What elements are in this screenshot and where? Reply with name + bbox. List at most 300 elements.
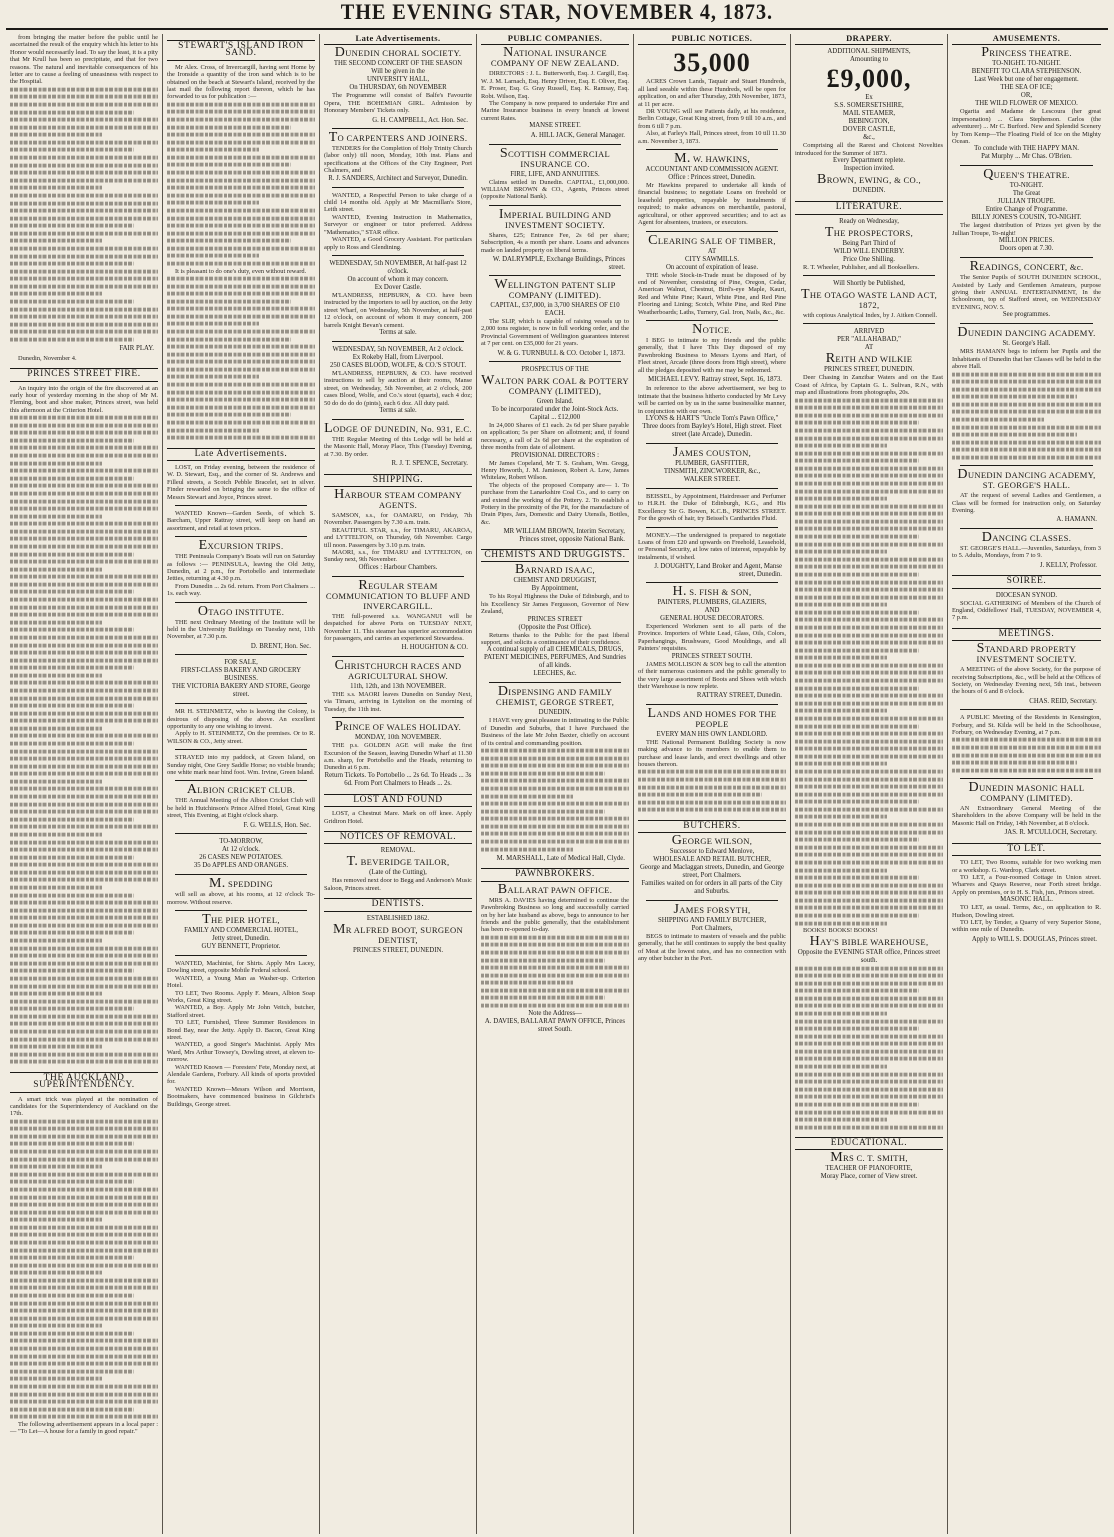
advertisement-line: FIRE, LIFE, AND ANNUITIES. bbox=[510, 170, 600, 178]
advertisement-line: Ex Rokeby Hall, from Liverpool. bbox=[352, 353, 444, 361]
paragraph: WANTED, a Boy. Apply Mr John Veitch, butcher, Stafford street. bbox=[167, 1004, 315, 1019]
advertisement-line: A continual supply of all CHEMICALS, DRUGS, PATENT MEDICINES, PERFUMES, And Sundries of all kinds. bbox=[483, 646, 626, 670]
paragraph: Claims settled in Dunedin. CAPITAL, £1,000,000. WILLIAM BROWN & CO., Agents, Princes street (opposite National Bank). bbox=[481, 178, 629, 201]
advertisement-line: OR, bbox=[1020, 92, 1033, 100]
paragraph: WANTED, Machinist, for Shirts. Apply Mrs Lacey, Dowling street, opposite Mobile Federal school. bbox=[167, 959, 315, 975]
advertisement-line: PROSPECTUS OF THE bbox=[521, 365, 589, 373]
paragraph: LOST, a Chestnut Mare. Mark on off knee. Apply Gridiron Hotel. bbox=[324, 810, 472, 825]
advertisement-line: To conclude with THE HAPPY MAN. bbox=[974, 145, 1079, 153]
column-heading: DRAPERY. bbox=[795, 34, 943, 45]
advertisement-line: Opposite the EVENING STAR office, Princes street south. bbox=[797, 948, 941, 964]
signature-line: MICHAEL LEVY. Rattray street, Sept. 16, 1873. bbox=[648, 375, 782, 383]
divider bbox=[489, 205, 621, 206]
advertisement-line: WHOLESALE AND RETAIL BUTCHER, bbox=[653, 856, 771, 864]
divider bbox=[175, 654, 307, 655]
paragraph: Mr Alex. Cross, of Invercargill, having sent Home by the Ironside a quantity of the iron sand which is to be obtained on the beach at Stewart's Island, received by the last mail the following report thereon, which he has forwarded to us for publication :— bbox=[167, 63, 315, 101]
advertisement-line: MANSE STREET. bbox=[529, 122, 581, 130]
advertisement-line: (Opposite the Post Office). bbox=[518, 623, 592, 631]
paragraph: Experienced Workmen sent to all parts of the Province. Importers of White Lead, Glass, Oils, Colors, Paperhangings, Brushware, Good Mouldings, and all Painters' requisites. bbox=[638, 623, 786, 653]
advertisement-heading: THE OTAGO WASTE LAND ACT, 1872, bbox=[800, 287, 938, 311]
paragraph: TO LET, Two Rooms, suitable for two working men or a workshop. G. Wardrop, Clark street. bbox=[952, 859, 1101, 874]
advertisement-line: See programmes. bbox=[1002, 311, 1051, 319]
paragraph: WANTED, Evening Instruction in Mathematics, Surveyor or engineer or tutor preferred. Address "Mathematics," STAR office. bbox=[324, 213, 472, 236]
advertisement-heading: DISPENSING AND FAMILY CHEMIST, GEORGE STREET, bbox=[495, 684, 615, 708]
signature-line: J. KELLY, Professor. bbox=[1039, 561, 1097, 569]
divider bbox=[332, 576, 464, 577]
advertisement-heading: CLEARING SALE OF TIMBER, bbox=[648, 232, 776, 248]
text-block bbox=[10, 414, 158, 1066]
advertisement-line: By Appointment, bbox=[531, 585, 579, 593]
divider bbox=[646, 149, 778, 150]
divider bbox=[803, 275, 935, 276]
advertisement-line: CITY SAWMILLS. bbox=[685, 255, 739, 263]
advertisement-heading: DUNEDIN CHORAL SOCIETY. bbox=[334, 45, 462, 61]
paragraph: JAMES MOLLISON & SON beg to call the attention of their numerous customers and the public generally to the very large assortment of Boots and Shoes with which their Warehouse is now replete. bbox=[638, 660, 786, 690]
paragraph: In 24,000 Shares of £1 each. 2s 6d per Share payable on application; 5s per Share on allotment; and, if found necessary, a call of 2s 6d per share at the expiration of three months from date of allotment. bbox=[481, 421, 629, 452]
divider bbox=[332, 341, 464, 342]
advertisement-line: PLUMBER, GASFITTER, bbox=[675, 460, 749, 467]
advertisement-line: THE SEA OF ICE; bbox=[1000, 84, 1053, 92]
divider bbox=[175, 874, 307, 875]
divider bbox=[646, 527, 778, 528]
paragraph: Deer Chasing in Zanzibar Waters and on the East Coast of Africa, by Captain G. L. Sulivan, R.N., with map and illustrations from photographs, 20s. bbox=[795, 374, 943, 397]
advertisement-line: GENERAL HOUSE DECORATORS. bbox=[660, 615, 764, 623]
column-3 bbox=[320, 34, 477, 1534]
paragraph: MAORI, s.s., for TIMARU and LYTTELTON, on Sunday next, 9th November. bbox=[324, 549, 472, 564]
text-block bbox=[167, 275, 315, 442]
advertisement-line: ESTABLISHED 1862. bbox=[366, 914, 430, 922]
divider bbox=[960, 709, 1093, 710]
advertisement-line: Ex Dover Castle. bbox=[374, 283, 422, 291]
advertisement-line: LEECHES, &c. bbox=[533, 670, 577, 678]
advertisement-line: AND bbox=[704, 607, 720, 615]
advertisement-line: George and Maclaggan streets, Dunedin, and George street, Port Chalmers. bbox=[640, 864, 784, 880]
divider bbox=[646, 231, 778, 232]
paragraph: MRS A. DAVIES having determined to continue the Pawnbroking Business so long and successfully carried on by her late husband as above, begs to announce to her friends and the public generally, that the establishment has been re-opened to-day. bbox=[481, 896, 629, 934]
paragraph: MR H. STEINMETZ, who is leaving the Colony, is desirous of disposing of the above. An excellent opportunity to any one wishing to invest. bbox=[167, 708, 315, 731]
paragraph: A smart trick was played at the nomination of candidates for the Superintendency of Auckland on the 17th. bbox=[10, 1095, 158, 1118]
divider bbox=[332, 255, 464, 256]
paragraph: THE s.s. MAORI leaves Dunedin on Sunday Next, via Timaru, arriving in Lyttelton on the morning of Tuesday, the 11th inst. bbox=[324, 690, 472, 713]
section-heading: DENTISTS. bbox=[324, 898, 472, 911]
advertisement-line: Terms at sale. bbox=[379, 328, 417, 336]
advertisement-line: DOVER CASTLE, bbox=[842, 126, 896, 134]
divider bbox=[646, 900, 778, 901]
signature-line: R. J. T. SPENCE, Secretary. bbox=[391, 460, 468, 468]
paragraph: The SLIP, which is capable of raising vessels up to 2,000 tons register, is now in full working order, and the Provincial Government of Wellington guarantees interest at 7 per cent. on £35,000 for 21 years. bbox=[481, 317, 629, 348]
paragraph: THE Annual Meeting of the Albion Cricket Club will be held in Hutchinson's Prince Alfred Hotel, Great King street, This Evening, at Eight o'clock sharp. bbox=[167, 797, 315, 820]
paragraph: Apply to H. STEINMETZ, On the premises. Or to R. WILSON & CO., Jetty street. bbox=[167, 730, 315, 745]
divider bbox=[960, 528, 1093, 529]
advertisement-line: PAINTERS, PLUMBERS, GLAZIERS, bbox=[657, 599, 767, 607]
advertisement-line: Jetty street, Dunedin. bbox=[212, 934, 270, 942]
paragraph: STRAYED into my paddock, at Green Island, on Sunday night, One Grey Saddle Horse; no visible brands; one white mark near hind foot. Wm. Irvine, Green Island. bbox=[167, 754, 315, 777]
advertisement-line: WILD WILL ENDERBY. bbox=[833, 247, 905, 255]
paragraph: BEGS to intimate to masters of vessels and the public generally, that he still continues to supply the best quality of Meat at the lowest rates, and has no connection with any other butcher in the Port. bbox=[638, 933, 786, 963]
advertisement-line: 26 CASES NEW POTATOES. bbox=[199, 854, 283, 862]
paragraph: The Company is now prepared to undertake Fire and Marine Insurance business in every branch at lowest current Rates. bbox=[481, 100, 629, 122]
section-heading: STEWART'S ISLAND IRON SAND. bbox=[167, 40, 315, 61]
signature-line: M. MARSHALL, Late of Medical Hall, Clyde. bbox=[496, 855, 625, 862]
paragraph: WANTED, a Good Grocery Assistant. For particulars apply to Ross and Glendining. bbox=[324, 236, 472, 251]
advertisement-line: THE WILD FLOWER OF MEXICO. bbox=[975, 100, 1078, 108]
advertisement-line: TINSMITH, ZINCWORKER, &c., bbox=[663, 468, 761, 475]
advertisement-line: Every Department replete. bbox=[833, 157, 905, 165]
section-heading: EDUCATIONAL. bbox=[795, 1137, 943, 1150]
divider bbox=[489, 682, 621, 683]
signature-line: D. BRENT, Hon. Sec. bbox=[250, 642, 311, 650]
advertisement-line: R. J. SANDERS, Architect and Surveyor, Dunedin. bbox=[328, 174, 468, 182]
advertisement-line: Note the Address— bbox=[528, 1009, 582, 1017]
section-heading: PRINCES STREET FIRE. bbox=[10, 368, 158, 381]
advertisement-heading: DUNEDIN MASONIC HALL COMPANY (LIMITED). bbox=[968, 780, 1085, 804]
display-figure: £9,000, bbox=[826, 64, 912, 94]
columns bbox=[6, 34, 1108, 1534]
column-2 bbox=[163, 34, 320, 1534]
advertisement-line: Capital ... £12,000 bbox=[529, 413, 581, 421]
section-heading: LITERATURE. bbox=[795, 201, 943, 214]
advertisement-heading: M. W. HAWKINS, bbox=[674, 151, 750, 167]
advertisement-heading: DANCING CLASSES. bbox=[981, 529, 1072, 545]
paragraph: THE p.s. GOLDEN AGE will make the first Excursion of the Season, leaving Dunedin Wharf at 11.30 a.m. sharp, for Portobello and the Heads, returning to Dunedin at 6 p.m. bbox=[324, 742, 472, 772]
divider bbox=[646, 320, 778, 321]
paragraph: AN Extraordinary General Meeting of the Shareholders in the above Company will be held in the Masonic Hall on Friday, 14th November, at 8 o'clock. bbox=[952, 805, 1101, 827]
paragraph: THE whole Stock-in-Trade must be disposed of by end of November, consisting of Pine, Oregon, Cedar, American Walnut, Chestnut, Bird's-eye Maple, Kauri, Red and White Pine; Kauri, White Pine, and Red Pine Flooring and Lining; Scotch, White Pine, and Red Pine Weatherboards; Laths, Turnery, Gal. Iron, Nails, &c., &c. bbox=[638, 271, 786, 316]
text-block bbox=[10, 1118, 158, 1421]
advertisement-line: PRINCES STREET, DUNEDIN. bbox=[352, 946, 444, 954]
paragraph: M'LANDRESS, HEPBURN, & CO. have received instructions to sell by auction at their rooms, Manse street, on Wednesday, 5th November, at 2 o'clock, 200 cases Blood, Wolfe, and Co.'s stout (quarts), each 4 doz; 50 do do do do (pints), each 6 doz. All duty paid. bbox=[324, 369, 472, 407]
advertisement-line: A. DAVIES, BALLARAT PAWN OFFICE, Princes street South. bbox=[484, 1017, 626, 1033]
advertisement-line: S.S. SOMERSETSHIRE, bbox=[834, 102, 904, 110]
paragraph: The Programme will consist of Balfe's Favourite Opera, THE BOHEMIAN GIRL. Admission by Honorary Members' Tickets only. bbox=[324, 92, 472, 115]
divider bbox=[960, 165, 1093, 166]
advertisement-line: Ex bbox=[865, 94, 873, 102]
divider bbox=[175, 749, 307, 750]
column-4 bbox=[477, 34, 634, 1534]
paragraph: TO LET, a Four-roomed Cottage in Union street. Wharves and Quays Reserve, near Forth street bridge. Apply on premises, or to H. S. Fish, jun., Princes street. bbox=[952, 873, 1101, 896]
paragraph: The Senior Pupils of SOUTH DUNEDIN SCHOOL, Assisted by Lady and Gentlemen Amateurs, purpose giving their ANNUAL ENTERTAINMENT, In the Schoolroom, top of Stafford street, on WEDNESDAY EVENING, NOV. 5. bbox=[952, 274, 1101, 311]
advertisement-line: On THURSDAY, 6th NOVEMBER bbox=[349, 84, 447, 92]
divider bbox=[489, 361, 621, 362]
advertisement-line: MILLION PRICES. bbox=[998, 237, 1055, 245]
column-7 bbox=[948, 34, 1105, 1534]
advertisement-line: Office : Princes street, Dunedin. bbox=[668, 174, 756, 182]
paragraph: TO LET, Furnished, Three Summer Residences in Bond Bay, near the Jetty. Apply D. Bacon, Great King street. bbox=[167, 1019, 315, 1041]
divider bbox=[175, 602, 307, 603]
signature-line: J. DOUGHTY, Land Broker and Agent, Manse street, Dunedin. bbox=[654, 563, 782, 578]
advertisement-line: BENEFIT TO CLARA STEPHENSON. bbox=[971, 68, 1082, 76]
advertisement-line: PROVISIONAL DIRECTORS : bbox=[511, 451, 599, 459]
advertisement-heading: BARNARD ISAAC, bbox=[515, 562, 595, 578]
paragraph: SOCIAL GATHERING of Members of the Church of England, Oddfellows' Hall, TUESDAY, NOVEMBER 4, 7 p.m. bbox=[952, 599, 1101, 622]
signature-line: Apply to WILL S. DOUGLAS, Princes street. bbox=[971, 935, 1097, 943]
advertisement-line: Moray Place, corner of View street. bbox=[820, 1173, 918, 1181]
advertisement-heading: HARBOUR STEAM COMPANY AGENTS. bbox=[334, 487, 462, 510]
advertisement-line: Terms at sale. bbox=[379, 406, 417, 414]
paragraph: Comprising all the Rarest and Choicest Novelties introduced for the Summer of 1873. bbox=[795, 142, 943, 157]
advertisement-line: 35 Do APPLES AND ORANGES. bbox=[193, 862, 289, 870]
paragraph: BOOKS! BOOKS! BOOKS! bbox=[803, 927, 878, 935]
advertisement-line: FAMILY AND COMMERCIAL HOTEL, bbox=[184, 926, 298, 934]
advertisement-heading: DUNEDIN DANCING ACADEMY. bbox=[957, 325, 1096, 341]
advertisement-line: PRINCES STREET, DUNEDIN. bbox=[823, 366, 915, 374]
advertisement-line: DUNEDIN. bbox=[852, 187, 886, 195]
advertisement-line: REMOVAL. bbox=[380, 847, 416, 855]
divider bbox=[332, 128, 464, 129]
text-block bbox=[481, 934, 629, 1010]
paragraph: Dunedin, November 4. bbox=[18, 354, 77, 362]
advertisement-line: TO-MORROW, bbox=[219, 838, 263, 846]
advertisement-heading: JAMES FORSYTH, bbox=[673, 902, 751, 918]
advertisement-heading: REITH AND WILKIE bbox=[825, 351, 913, 367]
signature-line: W. & G. TURNBULL & CO. October 1, 1873. bbox=[497, 349, 625, 357]
advertisement-heading: THE PIER HOTEL, bbox=[202, 911, 280, 927]
paragraph: MRS HAMANN begs to inform her Pupils and the Inhabitants of Dunedin that her Classes will be held in the above Hall. bbox=[952, 348, 1101, 371]
advertisement-heading: M. SPEDDING bbox=[209, 876, 273, 892]
advertisement-line: SHIPPING AND FAMILY BUTCHER, bbox=[657, 917, 767, 925]
advertisement-line: Doors open at 7.30. bbox=[999, 245, 1054, 253]
advertisement-line: 250 CASES BLOOD, WOLFE, & CO.'S STOUT. bbox=[329, 361, 467, 369]
advertisement-line: Families waited on for orders in all parts of the City and Suburbs. bbox=[641, 880, 783, 896]
paragraph: WANTED, a Young Man as Washer-up. Criterion Hotel. bbox=[167, 974, 315, 990]
section-heading: CHEMISTS AND DRUGGISTS. bbox=[481, 549, 629, 562]
paragraph: WANTED, a Respectful Person to take charge of a child 14 months old. Apply at Mr Macmillan's Store, Leith street. bbox=[324, 191, 472, 214]
advertisement-heading: READINGS, CONCERT, &c. bbox=[969, 259, 1084, 275]
advertisement-heading: REGULAR STEAM COMMUNICATION TO BLUFF AND INVERCARGILL. bbox=[325, 577, 471, 611]
divider bbox=[175, 703, 307, 704]
paragraph: To his Royal Highness the Duke of Edinburgh, and to his Excellency Sir James Fergusson, Governor of New Zealand, bbox=[481, 593, 629, 616]
paragraph: TO LET, by Tender, a Quarry of very Superior Stone, within one mile of Dunedin. bbox=[952, 918, 1101, 934]
paragraph: An inquiry into the origin of the fire discovered at an early hour of yesterday morning in the shop of Mr M. Fleming, boot and shoe maker, Princes street, was held this afternoon at the Criterion Hotel. bbox=[10, 384, 158, 414]
text-block bbox=[481, 747, 629, 853]
advertisement-heading: MRS C. T. SMITH, bbox=[830, 1150, 908, 1166]
advertisement-line: (Late of the Cutting), bbox=[369, 869, 427, 877]
advertisement-heading: IMPERIAL BUILDING AND INVESTMENT SOCIETY. bbox=[498, 206, 612, 230]
advertisement-line: GUY BENNETT, Proprietor. bbox=[201, 942, 281, 950]
advertisement-line: Ready on Wednesday, bbox=[839, 217, 899, 225]
advertisement-heading: QUEEN'S THEATRE. bbox=[983, 167, 1070, 183]
advertisement-line: CAPITAL, £37,000, in 3,700 SHARES OF £10 EACH. bbox=[490, 301, 620, 317]
advertisement-line: Pat Murphy ... Mr Chas. O'Brien. bbox=[981, 153, 1072, 161]
text-block bbox=[638, 768, 786, 813]
section-heading: SOIREE. bbox=[952, 575, 1101, 588]
divider bbox=[332, 656, 464, 657]
paragraph: WANTED Known—Messrs Wilson and Morrison, Bootmakers, have commenced business in Gilchrist's Buildings, George street. bbox=[167, 1085, 315, 1108]
paragraph: I BEG to intimate to my friends and the public generally, that I have This Day disposed of my Pawnbroking Business to Messrs Lyons and Hart, of Fleet street, Arcade (three doors from High street), where all the pledges deposited with me may be redeemed. bbox=[638, 336, 786, 374]
advertisement-line: AT bbox=[707, 247, 717, 255]
advertisement-heading: T. BEVERIDGE TAILOR, bbox=[346, 854, 450, 870]
advertisement-line: ACCOUNTANT AND COMMISSION AGENT. bbox=[645, 166, 779, 174]
paragraph: BEISSEL, by Appointment, Hairdresser and Perfumer to H.R.H. the Duke of Edinburgh, K.G., and His Excellency Sir G. Bowen, K.C.B., PRINCES STREET. For the growth of hair, try Beissel's Cantharides Fluid. bbox=[638, 493, 786, 523]
advertisement-line: BILLY JONES'S COUSIN, TO-NIGHT. bbox=[971, 214, 1082, 222]
text-block bbox=[795, 397, 943, 927]
paragraph: THE National Permanent Building Society is now making advance to its members to enable them to purchase and lease lands, and erect dwellings and other houses thereon. bbox=[638, 738, 786, 768]
advertisement-line: UNIVERSITY HALL, bbox=[366, 76, 430, 84]
advertisement-line: WEDNESDAY, 5th NOVEMBER, At 2 o'clock. bbox=[332, 345, 464, 353]
paragraph: AT the request of several Ladies and Gentlemen, a Class will be formed for instruction only, on Saturday Evening. bbox=[952, 492, 1101, 515]
advertisement-line: PRINCES STREET bbox=[527, 615, 583, 623]
advertisement-heading: WELLINGTON PATENT SLIP COMPANY (LIMITED). bbox=[494, 276, 616, 300]
paragraph: from bringing the matter before the public until he ascertained the result of the enquiry which his letter to his Honor would necessarily lead. To say the least, it is a pity that Mr Krull has been so precipitate, and that for two reasons. The natural and inevitable consequences of his letter are to cause a feeling of uneasiness with respect to the Hospital. bbox=[10, 34, 159, 86]
divider bbox=[646, 704, 778, 705]
paragraph: Returns thanks to the Public for the past liberal support, and solicits a continuance of their confidence. bbox=[481, 631, 629, 647]
section-heading: MEETINGS. bbox=[952, 628, 1101, 641]
paragraph: Mr James Copeland, Mr T. S. Graham, Wm. Gregg, Henry Howorth, J. M. Jamieson, Robert A. Low, James Whitelaw, Robert Wilson. bbox=[481, 459, 629, 482]
advertisement-line: St. George's Hall. bbox=[1002, 340, 1051, 348]
signature-line: RATTRAY STREET, Dunedin. bbox=[696, 692, 782, 700]
masthead bbox=[6, 0, 1108, 30]
paragraph: M'LANDRESS, HEPBURN, & CO. have been instructed by the importers to sell by auction, on the Jetty street Wharf, on Wednesday, 5th November, at half-past 12 o'clock, on account of whom it may concern, 200 barrels Knight Bevan's cement. bbox=[324, 291, 472, 329]
advertisement-line: MONDAY, 10th NOVEMBER. bbox=[354, 734, 442, 742]
advertisement-line: Last Week but one of her engagement. bbox=[974, 76, 1079, 84]
advertisement-line: TEACHER OF PIANOFORTE, bbox=[825, 1165, 913, 1173]
advertisement-line: TO-NIGHT. bbox=[1009, 182, 1044, 190]
text-block bbox=[10, 86, 158, 343]
section-heading: Late Advertisements. bbox=[167, 448, 315, 461]
divider bbox=[489, 275, 621, 276]
advertisement-heading: EXCURSION TRIPS. bbox=[198, 538, 284, 554]
column-heading: Late Advertisements. bbox=[324, 34, 472, 45]
divider bbox=[175, 833, 307, 834]
signature-line: F. G. WELLS, Hon. Sec. bbox=[243, 821, 311, 829]
paragraph: THE Regular Meeting of this Lodge will be held at the Masonic Hall, Moray Place, This (Tuesday) Evening, at 7.30. By order. bbox=[324, 435, 472, 458]
paragraph: DR YOUNG will see Patients daily, at his residence, Berlin Cottage, Great King street, from 9 till 10 a.m., and from 6 till 7 p.m. bbox=[638, 108, 786, 130]
paragraph: The objects of the proposed Company are— 1. To purchase from the Lanarkshire Coal Co., and to carry on and extend the working of the Pottery. 2. To establish a Pottery in the proximity of the Pit, for the manufacture of Drain Pipes, Jars, Domestic and Dairy Utensils, Bottles, &c. bbox=[481, 481, 629, 526]
advertisement-heading: OTAGO INSTITUTE. bbox=[197, 603, 285, 619]
divider bbox=[646, 443, 778, 444]
advertisement-line: DIOCESAN SYNOD. bbox=[995, 591, 1058, 599]
paragraph: I HAVE very great pleasure in intimating to the Public of Dunedin and Suburbs, that I have Purchased the Business of the late Mr John Baxter, chiefly on account of its central and commanding position. bbox=[481, 717, 629, 747]
advertisement-heading: THE PROSPECTORS, bbox=[824, 224, 914, 240]
paragraph: MONEY.—The undersigned is prepared to negotiate Loans of from £20 and upwards on Freehold, Leasehold, or Personal Security, at low rates of interest, repayable by instalments, if wished. bbox=[638, 531, 786, 561]
divider bbox=[332, 187, 464, 188]
paragraph: Has removed next door to Begg and Anderson's Music Saloon, Princes street. bbox=[324, 877, 472, 892]
advertisement-heading: SCOTTISH COMMERCIAL INSURANCE CO. bbox=[499, 145, 611, 169]
divider bbox=[175, 505, 307, 506]
paragraph: THE Peninsula Company's Boats will run on Saturday as follows :— PENINSULA, leaving the Old Jetty, Dunedin, at 2 p.m., for Portobello and intermediate Jetties, returning at 4.30 p.m. bbox=[167, 553, 315, 583]
advertisement-line: AT bbox=[864, 344, 874, 352]
column-heading: PUBLIC COMPANIES. bbox=[481, 34, 629, 45]
text-block bbox=[952, 371, 1101, 462]
paragraph: TO LET, as usual. Terms, &c., on application to R. Hudson, Dowling street. bbox=[952, 904, 1101, 919]
signature-line: W. DALRYMPLE, Exchange Buildings, Princes street. bbox=[492, 256, 625, 271]
signature-line: MR WILLIAM BROWN, Interim Secretary, Princes street, opposite National Bank. bbox=[503, 528, 625, 543]
advertisement-line: TO-NIGHT. TO-NIGHT. bbox=[992, 60, 1061, 68]
advertisement-line: Entire Change of Programme. bbox=[985, 206, 1068, 214]
paragraph: LOST, on Friday evening, between the residence of W. D. Stewart, Esq., and the corner of St. Andrews and Filleul streets, a Scotch Pebble Bracelet, set in silver. Finder rewarded on bringing the same to the office of Messrs Stewart and Joyce, Princes street. bbox=[167, 463, 315, 501]
advertisement-heading: BROWN, EWING, & CO., bbox=[817, 172, 921, 188]
paragraph: The largest distribution of Prizes yet given by the Jullian Troupe, To-night! bbox=[952, 222, 1101, 237]
advertisement-line: JULLIAN TROUPE. bbox=[997, 198, 1056, 206]
advertisement-heading: JAMES COUSTON, bbox=[672, 445, 752, 460]
advertisement-line: ARRIVED bbox=[853, 328, 885, 336]
advertisement-line: Price One Shilling. bbox=[843, 255, 895, 263]
paragraph: THE next Ordinary Meeting of the Institute will be held in the University Buildings on Tuesday next, 11th November, at 7.30 p.m. bbox=[167, 618, 315, 641]
column-6 bbox=[791, 34, 948, 1534]
advertisement-heading: WALTON PARK COAL & POTTERY COMPANY (LIMITED), bbox=[481, 372, 629, 396]
paragraph: SAMSON, s.s., for OAMARU, on Friday, 7th November. Passengers by 7.30 a.m. train. bbox=[324, 512, 472, 527]
advertisement-line: To be incorporated under the Joint-Stock Acts. bbox=[491, 405, 619, 413]
advertisement-line: PER "ALLAHABAD," bbox=[837, 336, 901, 344]
section-heading: NOTICES OF REMOVAL. bbox=[324, 831, 472, 844]
advertisement-line: MASONIC HALL. bbox=[1000, 896, 1053, 904]
divider bbox=[646, 582, 778, 583]
divider bbox=[960, 323, 1093, 324]
divider bbox=[803, 323, 935, 324]
advertisement-heading: DUNEDIN DANCING ACADEMY, ST. GEORGE'S HALL. bbox=[957, 467, 1096, 491]
paragraph: will sell as above, at his rooms, at 12 o'clock To-morrow. Without reserve. bbox=[167, 891, 315, 906]
advertisement-line: DUNEDIN. bbox=[538, 709, 572, 717]
advertisement-line: WALKER STREET. bbox=[683, 476, 741, 483]
column-5 bbox=[634, 34, 791, 1534]
divider bbox=[332, 419, 464, 420]
advertisement-heading: CHRISTCHURCH RACES AND AGRICULTURAL SHOW. bbox=[334, 657, 462, 681]
paragraph: ST. GEORGE'S HALL.—Juveniles, Saturdays, from 3 to 5. Adults, Mondays, from 7 to 9. bbox=[952, 544, 1101, 560]
column-1 bbox=[6, 34, 163, 1534]
paragraph: Also, at Farley's Hall, Princes street, from 10 till 11.30 a.m. November 3, 1873. bbox=[638, 130, 786, 145]
advertisement-heading: ALBION CRICKET CLUB. bbox=[186, 782, 296, 798]
signature-line: FAIR PLAY. bbox=[119, 345, 154, 353]
divider bbox=[175, 955, 307, 956]
advertisement-heading: MR ALFRED BOOT, SURGEON DENTIST, bbox=[333, 921, 463, 945]
paragraph: THE full-powered s.s. WANGANUI will be despatched for above Ports on TUESDAY NEXT, November 11. This steamer has superior accommodation for passengers, and carries an experienced Stewardess. bbox=[324, 612, 472, 643]
paragraph: A PUBLIC Meeting of the Residents in Kensington, Forbury, and St. Kilda will be held in the Schoolhouse, Forbury, on Wednesday Evening, at 7 p.m. bbox=[952, 714, 1101, 736]
advertisement-line: FOR SALE, bbox=[224, 659, 258, 667]
paragraph: The following advertisement appears in a local paper :— "To Let—A house for a family in good repair." bbox=[10, 1420, 158, 1436]
advertisement-line: Amounting to bbox=[850, 56, 888, 64]
advertisement-line: PRINCES STREET SOUTH. bbox=[671, 652, 753, 660]
divider bbox=[332, 717, 464, 718]
text-block bbox=[795, 965, 943, 1132]
paragraph: Shares, £25; Entrance Fee, 2s 6d per share; Subscription, 4s a month per share. Loans and advances made on landed property on liberal terms. bbox=[481, 231, 629, 254]
advertisement-line: Will Shortly be Published, bbox=[833, 280, 905, 288]
display-figure: 35,000 bbox=[673, 48, 751, 78]
section-heading: SHIPPING. bbox=[324, 474, 472, 487]
column-heading: AMUSEMENTS. bbox=[952, 34, 1101, 45]
masthead-title: THE EVENING STAR, NOVEMBER 4, 1873. bbox=[340, 0, 774, 24]
advertisement-line: Port Chalmers, bbox=[691, 925, 733, 933]
signature-line: CHAS. REID, Secretary. bbox=[1029, 697, 1097, 705]
advertisement-line: EVERY MAN HIS OWN LANDLORD. bbox=[656, 730, 768, 738]
signature-line: A. HILL JACK, General Manager. bbox=[530, 132, 625, 140]
paragraph: TO LET, Two Rooms. Apply F. Mears, Albion Soap Works, Great King street. bbox=[167, 989, 315, 1004]
advertisement-line: WEDNESDAY, 5th NOVEMBER, At half-past 12 o'clock. bbox=[329, 259, 467, 275]
advertisement-line: Return Tickets. To Portobello ... 2s 6d. To Heads ... 3s 6d. From Port Chalmers to Heads ... 2s. bbox=[324, 771, 472, 787]
paragraph: From Dunedin ... 2s 6d. return. From Port Chalmers ... 1s. each way. bbox=[167, 582, 315, 598]
section-heading: LOST AND FOUND bbox=[324, 794, 472, 807]
advertisement-heading: PRINCESS THEATRE. bbox=[981, 45, 1072, 61]
advertisement-heading: HAY'S BIBLE WAREHOUSE, bbox=[809, 933, 929, 949]
paragraph: In reference to the above advertisement, we beg to intimate that the business hitherto conducted by Mr Levy will be carried on by us in the same businesslike manner, in conjunction with our own. bbox=[638, 385, 786, 415]
paragraph: R. T. Wheeler, Publisher, and all Booksellers. bbox=[803, 263, 920, 271]
advertisement-line: On account of expiration of lease. bbox=[665, 263, 759, 271]
advertisement-heading: STANDARD PROPERTY INVESTMENT SOCIETY. bbox=[976, 641, 1077, 665]
advertisement-heading: BALLARAT PAWN OFFICE. bbox=[497, 881, 613, 897]
signature-line: A. HAMANN. bbox=[1056, 516, 1097, 524]
advertisement-line: Will be given in the bbox=[371, 68, 425, 76]
paragraph: Ogarita and Madame de Lescoura (her great impersonation) ... Clara Stephenson. Carlos (the adventurer) ... Mr C. Burford. New and Splendid Scenery by Tom Kemp—The Floating Field of Ice on the Mighty Ocean. bbox=[952, 108, 1101, 146]
divider bbox=[175, 780, 307, 781]
paragraph: ACRES Crown Lands, Taquair and Stuart Hundreds, all land seeable within these Hundreds, will be open for application, on and after Thursday, 20th November, 1873, at 11 per acre. bbox=[638, 78, 786, 108]
paragraph: WANTED Known — Foresters' Fete, Monday next, at Alendale Gardens, Forbury. All kinds of sports provided for. bbox=[167, 1063, 315, 1086]
paragraph: TENDERS for the Completion of Holy Trinity Church (labor only) till noon, Monday, 10th inst. Plans and specifications at the Offices of the City Engineer, Port Chalmers, and bbox=[324, 145, 472, 175]
paragraph: with copious Analytical Index, by J. Aitken Connell. bbox=[803, 312, 938, 320]
section-heading: BUTCHERS. bbox=[638, 820, 786, 833]
advertisement-line: FIRST-CLASS BAKERY AND GROCERY BUSINESS. bbox=[180, 667, 302, 683]
paragraph: It is pleasant to do one's duty, even without reward. bbox=[175, 267, 307, 275]
advertisement-line: Green Island. bbox=[536, 397, 574, 405]
divider bbox=[960, 465, 1093, 466]
